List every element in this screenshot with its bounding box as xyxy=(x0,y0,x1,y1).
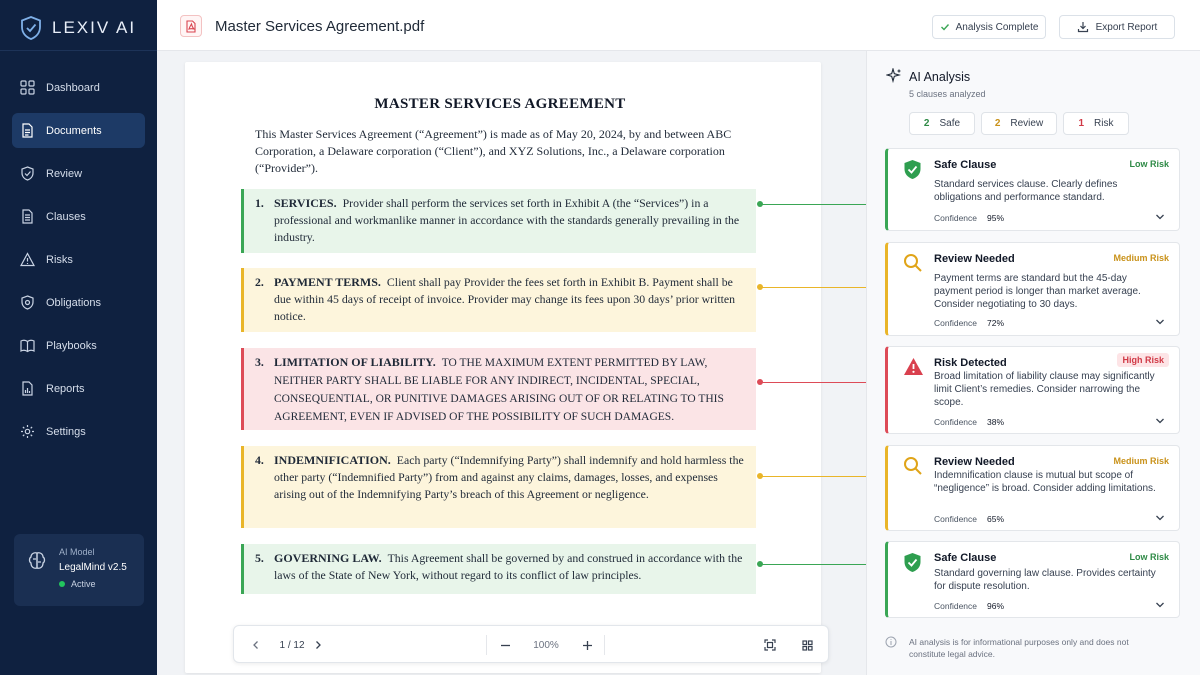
sparkle-icon xyxy=(886,68,902,84)
brand[interactable] xyxy=(20,15,136,41)
header xyxy=(157,0,1200,51)
connector-line xyxy=(760,204,866,205)
viewer-toolbar xyxy=(233,625,829,663)
confidence-value: 65% xyxy=(987,514,1005,524)
sidebar-item-label: Obligations xyxy=(46,296,102,309)
connector-dot-icon xyxy=(757,561,763,567)
connector-line xyxy=(760,382,866,383)
analysis-status-button[interactable] xyxy=(932,15,1046,39)
zoom-level: 100% xyxy=(533,639,559,651)
connector-line xyxy=(760,476,866,477)
panel-title: AI Analysis xyxy=(909,70,971,84)
sidebar-item-reports[interactable] xyxy=(12,371,145,406)
risk-level-badge: Medium Risk xyxy=(1113,456,1169,466)
analysis-card-limitation-of-liability[interactable] xyxy=(885,346,1180,434)
export-report-label: Export Report xyxy=(1095,21,1158,33)
sidebar-item-label: Documents xyxy=(46,124,102,137)
sidebar-item-obligations[interactable] xyxy=(12,285,145,320)
card-description: Standard services clause. Clearly defines obligations and performance standard. xyxy=(934,179,1118,203)
disclaimer-text: AI analysis is for informational purposes only and does not constitute legal advice. xyxy=(909,637,1129,659)
sidebar-item-label: Settings xyxy=(46,425,86,438)
confidence-label: Confidence xyxy=(934,213,978,223)
divider xyxy=(0,50,157,51)
ai-model-label: AI Model xyxy=(59,547,95,557)
connector-dot-icon xyxy=(757,201,763,207)
divider xyxy=(604,635,605,655)
shield-check-icon xyxy=(903,159,922,180)
card-description: Broad limitation of liability clause may significantly limit Client’s remedies. Consider narrowing the scope. xyxy=(934,371,1155,408)
shield-check-icon xyxy=(20,166,35,181)
confidence xyxy=(934,514,1004,524)
sidebar-nav xyxy=(12,70,145,457)
connector-dot-icon xyxy=(757,473,763,479)
confidence-label: Confidence xyxy=(934,417,978,427)
ai-analysis-panel xyxy=(866,51,1200,675)
chevron-right-icon xyxy=(314,640,322,650)
prev-page-button[interactable] xyxy=(246,626,266,664)
shield-icon xyxy=(20,295,35,310)
brain-icon xyxy=(26,550,48,572)
chevron-down-icon[interactable] xyxy=(1155,514,1165,522)
clause-services[interactable] xyxy=(241,189,756,253)
clause-text: Client shall pay Provider the fees set forth in Exhibit B. Payment shall be due within 45 days of receipt of invoice. Provider may change its fees upon 30 days’ prior written notice. xyxy=(274,275,736,323)
connector-dot-icon xyxy=(757,379,763,385)
zoom-out-button[interactable] xyxy=(494,626,516,664)
risk-level-badge: High Risk xyxy=(1117,353,1169,367)
clause-number: 2. xyxy=(255,275,264,289)
sidebar-item-label: Clauses xyxy=(46,210,86,223)
card-description: Standard governing law clause. Provides certainty for dispute resolution. xyxy=(934,568,1156,592)
status-text: Active xyxy=(71,579,96,589)
agreement-title: MASTER SERVICES AGREEMENT xyxy=(374,96,626,112)
sidebar xyxy=(0,0,157,675)
clause-number: 1. xyxy=(255,196,264,210)
sidebar-item-settings[interactable] xyxy=(12,414,145,449)
card-title: Risk Detected xyxy=(934,357,1007,369)
document-page xyxy=(185,62,821,673)
warning-icon xyxy=(20,252,35,267)
review-count: 2 xyxy=(994,118,1001,129)
warning-icon xyxy=(903,357,924,376)
chip-label: Risk xyxy=(1094,118,1114,129)
risk-level-badge: Low Risk xyxy=(1129,552,1169,562)
magnifier-icon xyxy=(903,456,923,476)
clause-heading: GOVERNING LAW. xyxy=(274,551,382,565)
risk-count: 1 xyxy=(1078,118,1085,129)
card-description: Indemnification clause is mutual but scope of “negligence” is broad. Consider adding limitations. xyxy=(934,470,1156,494)
book-icon xyxy=(20,338,35,353)
confidence xyxy=(934,318,1004,328)
grid-icon xyxy=(20,80,35,95)
document-title: Master Services Agreement.pdf xyxy=(215,18,425,35)
analysis-card-payment-terms[interactable] xyxy=(885,242,1180,336)
chip-label: Safe xyxy=(939,118,961,129)
shield-check-icon xyxy=(903,552,922,573)
sidebar-item-risks[interactable] xyxy=(12,242,145,277)
sidebar-item-label: Review xyxy=(46,167,83,180)
analysis-card-governing-law[interactable] xyxy=(885,541,1180,618)
sidebar-item-label: Dashboard xyxy=(46,81,100,94)
filter-risk-chip[interactable] xyxy=(1063,112,1129,135)
page-indicator: 1 / 12 xyxy=(279,639,305,651)
risk-level-badge: Medium Risk xyxy=(1113,253,1169,263)
sidebar-item-review[interactable] xyxy=(12,156,145,191)
safe-count: 2 xyxy=(923,118,930,129)
ai-model-card[interactable] xyxy=(14,534,144,606)
analysis-card-indemnification[interactable] xyxy=(885,445,1180,531)
clause-number: 3. xyxy=(255,355,264,369)
chip-label: Review xyxy=(1010,118,1044,129)
card-title: Safe Clause xyxy=(934,552,997,564)
connector-dot-icon xyxy=(757,284,763,290)
confidence-label: Confidence xyxy=(934,318,978,328)
clause-indemnification[interactable] xyxy=(241,446,756,528)
sidebar-item-label: Playbooks xyxy=(46,339,97,352)
confidence xyxy=(934,601,1004,611)
card-title: Review Needed xyxy=(934,456,1015,468)
card-description: Payment terms are standard but the 45-day payment period is longer than market average. Consider negotiating to 30 days. xyxy=(934,273,1141,310)
report-icon xyxy=(20,381,35,396)
list-icon xyxy=(20,209,35,224)
clause-heading: LIMITATION OF LIABILITY. xyxy=(274,355,436,369)
grid-icon xyxy=(802,640,813,651)
clause-limitation-of-liability[interactable] xyxy=(241,348,756,430)
export-report-button[interactable] xyxy=(1059,15,1175,39)
sidebar-item-label: Reports xyxy=(46,382,85,395)
brand-name: LEXIV AI xyxy=(52,18,137,37)
panel-subtitle: 5 clauses analyzed xyxy=(909,89,986,99)
gear-icon xyxy=(20,424,35,439)
pdf-file-icon xyxy=(180,15,202,37)
confidence xyxy=(934,417,1004,427)
sidebar-item-clauses[interactable] xyxy=(12,199,145,234)
clause-heading: SERVICES. xyxy=(274,196,337,210)
plus-icon xyxy=(582,640,593,651)
risk-level-badge: Low Risk xyxy=(1129,159,1169,169)
magnifier-icon xyxy=(903,253,923,273)
chevron-down-icon[interactable] xyxy=(1155,601,1165,609)
divider xyxy=(486,635,487,655)
status-dot-icon xyxy=(59,581,65,587)
card-title: Safe Clause xyxy=(934,159,997,171)
chevron-down-icon[interactable] xyxy=(1155,417,1165,425)
info-icon xyxy=(885,636,897,648)
sidebar-item-dashboard[interactable] xyxy=(12,70,145,105)
clause-text: Provider shall perform the services set forth in Exhibit A (the “Services”) in a professional and workmanlike manner in accordance with the standards generally prevailing in the industry. xyxy=(274,196,740,244)
filter-review-chip[interactable] xyxy=(981,112,1057,135)
sidebar-item-playbooks[interactable] xyxy=(12,328,145,363)
minus-icon xyxy=(500,640,511,651)
analysis-card-services[interactable] xyxy=(885,148,1180,231)
check-icon xyxy=(940,22,950,32)
card-title: Review Needed xyxy=(934,253,1015,265)
fit-page-button[interactable] xyxy=(759,626,781,664)
chevron-left-icon xyxy=(252,640,260,650)
fit-screen-icon xyxy=(764,639,776,651)
sidebar-item-documents[interactable] xyxy=(12,113,145,148)
confidence-label: Confidence xyxy=(934,601,978,611)
next-page-button[interactable] xyxy=(308,626,328,664)
connector-line xyxy=(760,287,866,288)
download-icon xyxy=(1077,21,1089,33)
clause-text: Each party (“Indemnifying Party”) shall indemnify and hold harmless the other party (“Indemnified Party”) from and against any claims, damages, losses, and expenses arising out of the Indemnifying Party’s breach of this Agreement or negligence. xyxy=(274,453,744,501)
ai-model-status xyxy=(59,579,96,589)
clause-text: This Agreement shall be governed by and construed in accordance with the laws of the State of New York, without regard to its conflict of law principles. xyxy=(274,551,743,582)
confidence-label: Confidence xyxy=(934,514,978,524)
clause-governing-law[interactable] xyxy=(241,544,756,594)
agreement-intro: This Master Services Agreement (“Agreement”) is made as of May 20, 2024, by and between ABC Corporation, a Delaware corporation (“Client”), and XYZ Solutions, Inc., a Delaware corporation (“Provider”). xyxy=(255,127,732,175)
clause-heading: PAYMENT TERMS. xyxy=(274,275,381,289)
clause-text: TO THE MAXIMUM EXTENT PERMITTED BY LAW, NEITHER PARTY SHALL BE LIABLE FOR ANY INDIRECT, INCIDENTAL, SPECIAL, CONSEQUENTIAL, OR PUNITIVE DAMAGES ARISING OUT OF OR RELATING TO THIS AGREEMENT, EVEN IF ADVISED OF THE POSSIBILITY OF SUCH DAMAGES. xyxy=(274,357,724,423)
chevron-down-icon[interactable] xyxy=(1155,213,1165,221)
thumbnails-button[interactable] xyxy=(796,626,818,664)
sidebar-item-label: Risks xyxy=(46,253,73,266)
confidence-value: 95% xyxy=(987,213,1005,223)
analysis-status-label: Analysis Complete xyxy=(955,21,1039,33)
confidence xyxy=(934,213,1004,223)
document-viewer xyxy=(157,51,866,675)
clause-number: 4. xyxy=(255,453,264,467)
confidence-value: 72% xyxy=(987,318,1005,328)
clause-number: 5. xyxy=(255,551,264,565)
clause-heading: INDEMNIFICATION. xyxy=(274,453,391,467)
filter-safe-chip[interactable] xyxy=(909,112,975,135)
connector-line xyxy=(760,564,866,565)
clause-payment-terms[interactable] xyxy=(241,268,756,332)
ai-model-name: LegalMind v2.5 xyxy=(59,562,127,573)
confidence-value: 96% xyxy=(987,601,1005,611)
shield-logo-icon xyxy=(20,16,42,40)
chevron-down-icon[interactable] xyxy=(1155,318,1165,326)
zoom-in-button[interactable] xyxy=(576,626,598,664)
document-icon xyxy=(20,123,35,138)
confidence-value: 38% xyxy=(987,417,1005,427)
